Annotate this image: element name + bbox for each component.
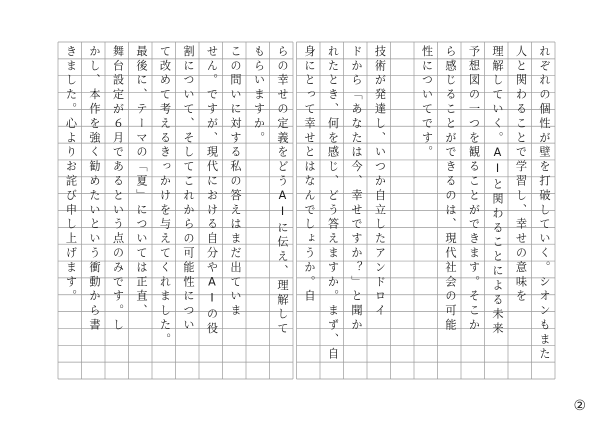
text-column: もらいますか。	[252, 45, 266, 146]
text-column: らの幸せの定義をどうAIに伝え、理解して	[276, 45, 289, 337]
text-column: 割について、そしてこれからの可能性につい	[182, 45, 195, 333]
text-column: きました。心よりお詫び申し上げます。	[64, 45, 78, 305]
text-column: 技術が発達し、いつか自立したアンドロイ	[373, 45, 387, 319]
text-column: かし、本作を強く勧めたいという衝動から書	[88, 45, 101, 333]
text-column: 性についてです。	[420, 45, 434, 161]
text-column: ドから「あなたは今、幸せですか？」と聞か	[350, 45, 363, 333]
text-column: 予想図の一つを観ることができます。そこか	[467, 45, 481, 333]
text-column: 舞台設定が６月であるという点のみです。し	[111, 45, 125, 333]
text-column	[396, 45, 411, 375]
text-column: 最後に、テーマの「夏」については正直、	[135, 45, 148, 319]
text-column: れたとき、何を感じ、どう答えますか。まず、自	[326, 45, 340, 362]
text-column: この問いに対する私の答えはまだ出ていま	[229, 45, 242, 319]
page-number: ②	[573, 398, 586, 414]
text-column: て改めて考えるきっかけを与えてくれました。	[158, 45, 172, 348]
text-column: 理解していく。AIと関わることによる未来	[491, 45, 504, 337]
text-column: ら感じることができるのは、現代社会の可能	[444, 45, 457, 333]
text-column: れぞれの個性が壁を打破していく。シオンもまた	[538, 45, 551, 362]
text-column: 人と関わることで学習し、幸せの意味を	[514, 45, 528, 305]
text-column: せん。ですが、現代における自分やAIの役	[205, 45, 219, 337]
text-column: 身にとって幸せとはなんでしょうか。自	[303, 45, 316, 305]
